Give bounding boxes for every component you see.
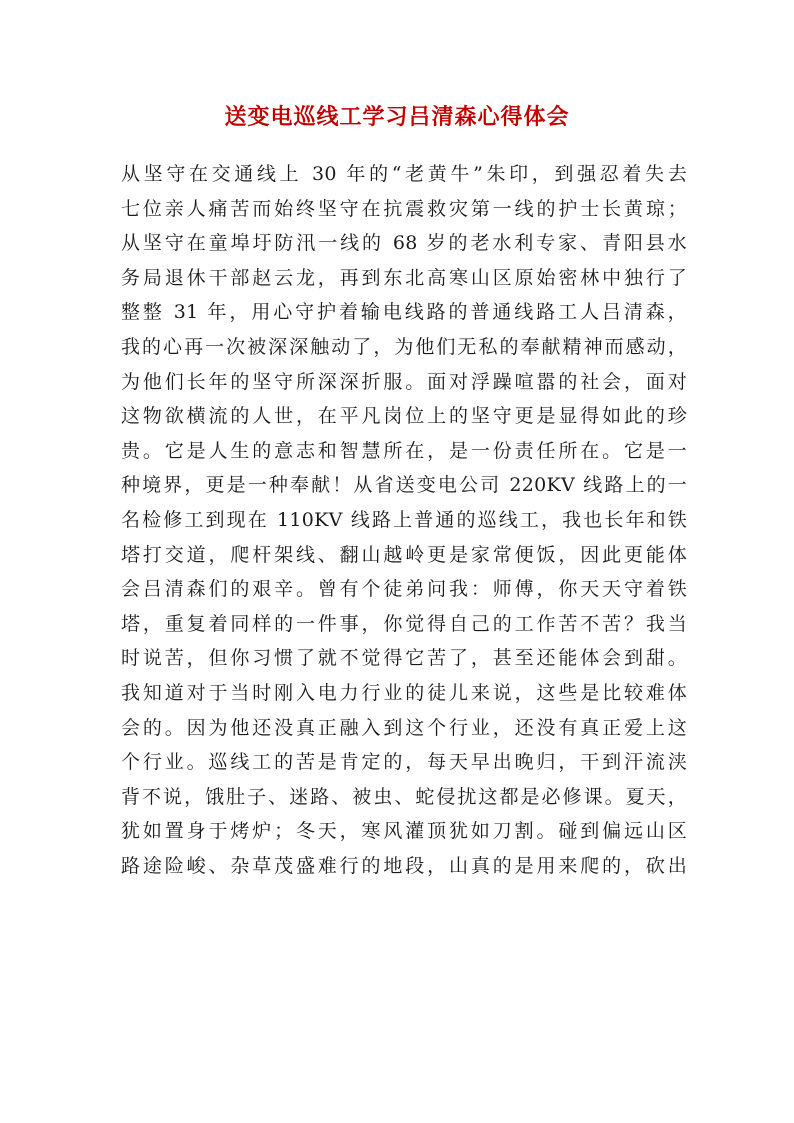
body-line: 个行业。巡线工的苦是肯定的，每天早出晚归，干到汗流浃 <box>121 751 687 774</box>
body-line: 塔，重复着同样的一件事，你觉得自己的工作苦不苦？我当 <box>121 612 687 635</box>
body-line: 我知道对于当时刚入电力行业的徒儿来说，这些是比较难体 <box>121 681 687 704</box>
body-line: 七位亲人痛苦而始终坚守在抗震救灾第一线的护士长黄琼； <box>121 197 687 220</box>
body-line: 整整 31 年，用心守护着输电线路的普通线路工人吕清森， <box>121 301 687 324</box>
body-line: 为他们长年的坚守所深深折服。面对浮躁喧嚣的社会，面对 <box>121 370 687 393</box>
body-line: 犹如置身于烤炉；冬天，寒风灌顶犹如刀割。碰到偏远山区 <box>121 820 687 843</box>
document-body <box>121 157 687 883</box>
body-line: 路途险峻、杂草茂盛难行的地段，山真的是用来爬的，砍出 <box>121 854 687 877</box>
body-line: 背不说，饿肚子、迷路、被虫、蛇侵扰这都是必修课。夏天， <box>121 785 687 808</box>
body-line: 从坚守在童埠圩防汛一线的 68 岁的老水利专家、青阳县水 <box>121 232 687 255</box>
body-line: 会吕清森们的艰辛。曾有个徒弟问我：师傅，你天天守着铁 <box>121 578 687 601</box>
body-line: 塔打交道，爬杆架线、翻山越岭更是家常便饭，因此更能体 <box>121 543 687 566</box>
document-title: 送变电巡线工学习吕清森心得体会 <box>224 104 570 130</box>
body-line: 这物欲横流的人世，在平凡岗位上的坚守更是显得如此的珍 <box>121 405 687 428</box>
body-line: 从坚守在交通线上 30 年的“老黄牛”朱印，到强忍着失去 <box>121 163 687 185</box>
body-line: 种境界，更是一种奉献！从省送变电公司 220KV 线路上的一 <box>121 474 687 497</box>
body-line: 名检修工到现在 110KV 线路上普通的巡线工，我也长年和铁 <box>121 508 687 531</box>
body-line: 贵。它是人生的意志和智慧所在，是一份责任所在。它是一 <box>121 439 687 462</box>
body-line: 我的心再一次被深深触动了，为他们无私的奉献精神而感动， <box>121 335 687 358</box>
body-line: 务局退休干部赵云龙，再到东北高寒山区原始密林中独行了 <box>121 266 687 289</box>
body-line: 会的。因为他还没真正融入到这个行业，还没有真正爱上这 <box>121 716 687 739</box>
body-line: 时说苦，但你习惯了就不觉得它苦了，甚至还能体会到甜。 <box>121 647 687 670</box>
